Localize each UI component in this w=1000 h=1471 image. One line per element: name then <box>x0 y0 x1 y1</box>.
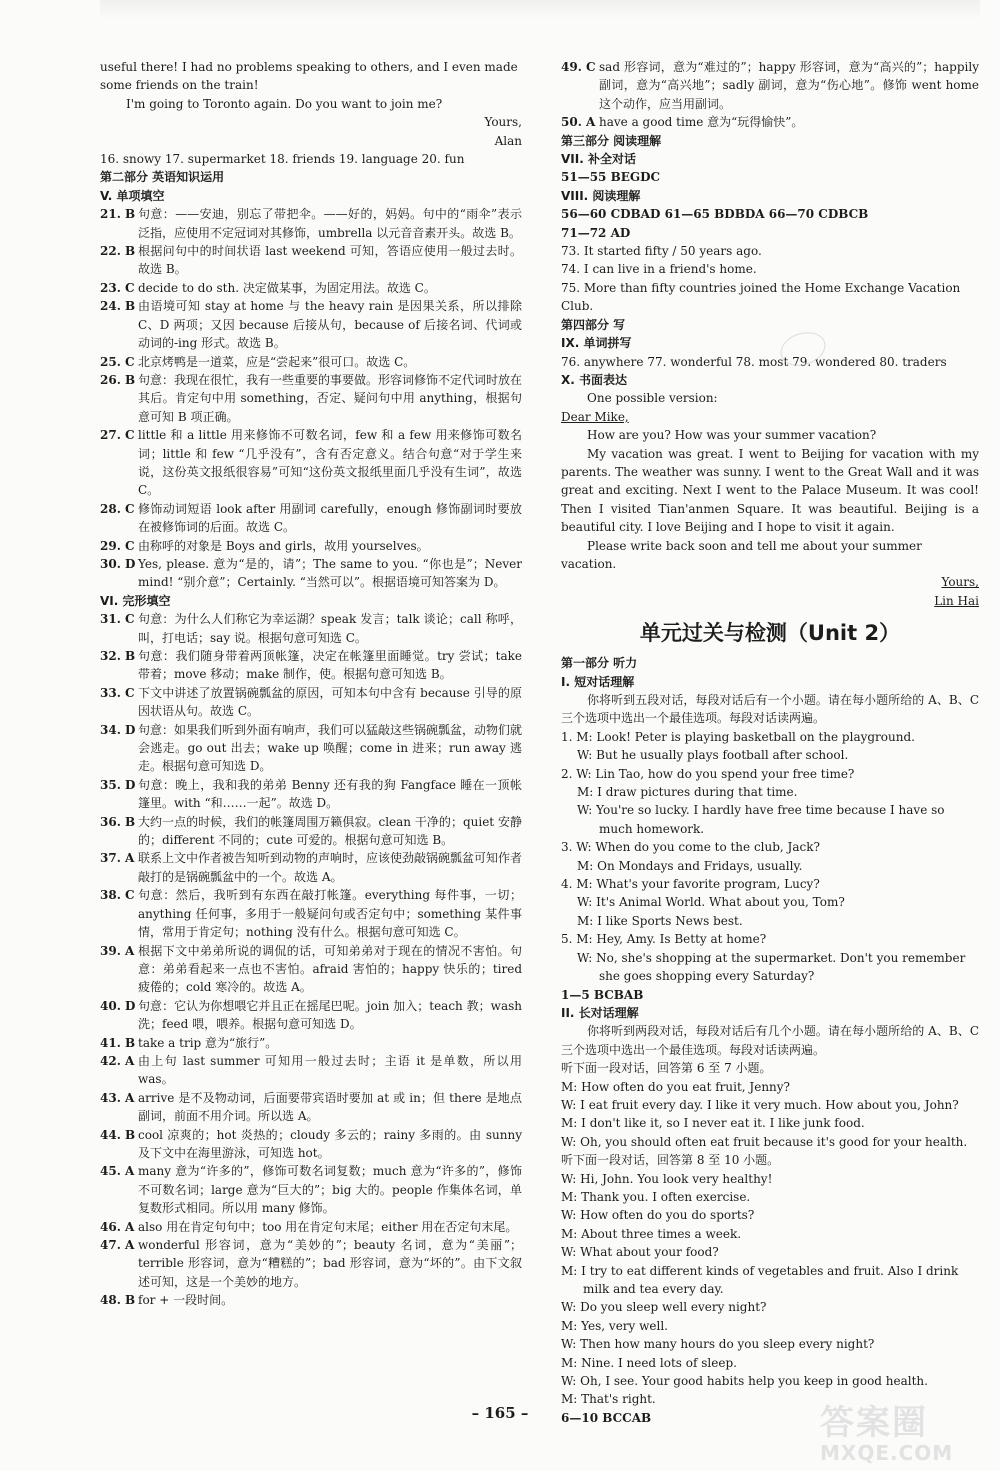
answer-explanation: 句意：它认为你想喂它并且正在摇尾巴呢。join 加入；teach 教；wash 洗；feed 喂，喂养。根据句意可知选 D。 <box>138 998 522 1032</box>
answer-item <box>100 776 522 813</box>
dialog-line: M: I don't like it, so I never eat it. I like junk food. <box>561 1116 865 1131</box>
answer-number: 42. A <box>100 1053 135 1068</box>
answer-key: 6—10 BCCAB <box>561 1410 652 1425</box>
answer-number: 31. C <box>100 612 135 627</box>
answer-explanation: 句意：晚上，我和我的弟弟 Benny 还有我的狗 Fangface 睡在一顶帐篷里。with “和……一起”。故选 D。 <box>138 777 522 811</box>
answer-list-cloze-continued <box>561 58 979 132</box>
dialog-line: W: Then how many hours do you sleep every night? <box>561 1337 875 1352</box>
answer-explanation: 根据下文中弟弟所说的调侃的话，可知弟弟对于现在的情况不害怕。句意：弟弟看起来一点也不害怕。afraid 害怕的；happy 快乐的；tired 疲倦的；cold 寒冷的。故选 A。 <box>138 943 522 995</box>
listening-prompt: 听下面一段对话，回答第 8 至 10 小题。 <box>561 1153 780 1168</box>
section-heading: V. 单项填空 <box>100 188 165 203</box>
dialog-line: W: How often do you do sports? <box>561 1208 755 1223</box>
dialog-line: W: You're so lucky. I hardly have free time because I have so much homework. <box>577 803 945 836</box>
dialog-line: 5. M: Hey, Amy. Is Betty at home? <box>561 932 767 947</box>
dialog-line: M: That's right. <box>561 1392 656 1407</box>
answer-number: 38. C <box>100 888 135 903</box>
short-dialog-list <box>561 728 979 986</box>
dialog-line: 2. W: Lin Tao, how do you spend your free time? <box>561 766 855 781</box>
section-heading: II. 长对话理解 <box>561 1005 639 1020</box>
answer-explanation: 由称呼的对象是 Boys and girls，故用 yourselves。 <box>138 538 429 553</box>
letter-signature: Alan <box>494 133 522 148</box>
essay-signature: Lin Hai <box>934 593 979 608</box>
answer-explanation: 修饰动词短语 look after 用副词 carefully，enough 修饰副词时要放在被修饰词的后面。故选 C。 <box>138 501 522 535</box>
letter-line: useful there! I had no problems speaking to others, and I even made <box>100 60 518 74</box>
answer-item <box>100 555 522 592</box>
long-dialog-2 <box>561 1170 979 1409</box>
essay-paragraph: My vacation was great. I went to Beijing for vacation with my parents. The weather was sunny. I went to the Great Wall and it was great and exciting. Next I went to the Palace Museum. It was cool! Then I visited Tian'anmen Square. It was beautiful. Beijing is a beautiful city. I love Beijing and I hope to visit it again. <box>561 446 979 535</box>
letter-line: I'm going to Toronto again. Do you want to join me? <box>126 96 443 111</box>
answer-number: 37. A <box>100 851 135 866</box>
answer-number: 25. C <box>100 354 135 369</box>
answer-item <box>100 886 522 941</box>
answer-item <box>100 1162 522 1217</box>
answer-explanation: also 用在肯定句句中；too 用在肯定句末尾；either 用在否定句末尾。 <box>138 1219 518 1234</box>
answer-explanation: Yes, please. 意为“是的，请”；The same to you. “你也是”；Never mind! “别介意”；Certainly. “当然可以”。根据语境可知答案为 D。 <box>138 556 522 590</box>
answer-item <box>100 500 522 537</box>
answer-item <box>100 721 522 776</box>
answer-number: 32. B <box>100 649 136 663</box>
answer-number: 50. A <box>561 115 596 130</box>
long-dialog-1 <box>561 1078 979 1152</box>
dialog-line: M: I draw pictures during that time. <box>577 785 798 800</box>
answer-number: 24. B <box>100 299 136 314</box>
dialog-line: 3. W: When do you come to the club, Jack? <box>561 840 820 855</box>
answer-item <box>100 997 522 1034</box>
answer-item <box>100 1034 522 1052</box>
dialog-line: 1. M: Look! Peter is playing basketball on the playground. <box>561 729 915 744</box>
answer-explanation: 句意：如果我们听到外面有响声，我们可以猛敲这些锅碗瓢盆，动物们就会逃走。go out 出去；wake up 唤醒；come in 进来；run away 逃走。根据句意可知选 D。 <box>138 722 523 774</box>
answer-number: 46. A <box>100 1219 135 1234</box>
answer-item <box>100 1236 522 1291</box>
dialog-line: M: Thank you. I often exercise. <box>561 1189 751 1204</box>
section-heading: VIII. 阅读理解 <box>561 188 641 203</box>
right-column <box>561 58 979 1427</box>
answer-item <box>100 1052 522 1089</box>
part-heading: 第四部分 写 <box>561 317 626 332</box>
left-column <box>100 58 522 1310</box>
instruction: 你将听到两段对话，每段对话后有几个小题。请在每小题所给的 A、B、C 三个选项中选出一个最佳选项。每段对话读两遍。 <box>561 1024 979 1057</box>
answer-explanation: cool 凉爽的；hot 炎热的；cloudy 多云的；rainy 多雨的。由 sunny 及下文中在海里游泳，可知选 hot。 <box>138 1127 522 1160</box>
essay-paragraph: Please write back soon and tell me about your summer vacation. <box>561 538 922 571</box>
answer-number: 48. B <box>100 1293 136 1308</box>
unit-title: 单元过关与检测（Unit 2） <box>639 621 901 646</box>
dialog-line: M: About three times a week. <box>561 1226 742 1241</box>
answer-number: 44. B <box>100 1127 136 1142</box>
answer-explanation: 句意：为什么人们称它为幸运湖？speak 发言；talk 谈论；call 称呼，叫，打电话；say 说。根据句意可知选 C。 <box>138 612 522 645</box>
answer-explanation: 句意：我们随身带着两顶帐篷，决定在帐篷里面睡觉。try 尝试；take 带着；move 移动；make 制作，使。根据句意可知选 B。 <box>138 649 522 682</box>
dialog-line: W: Hi, John. You look very healthy! <box>561 1171 773 1186</box>
answer-list-cloze <box>100 610 522 1309</box>
answer-explanation: 句意：我现在很忙，我有一些重要的事要做。形容词修饰不定代词时放在其后。肯定句中用 something，否定、疑问句中用 anything，根据句意可知 B 项正确。 <box>138 372 523 424</box>
section-heading: VII. 补全对话 <box>561 152 636 167</box>
answer-explanation: 句意：——安迪，别忘了带把伞。——好的，妈妈。句中的“雨伞”表示泛指，应使用不定冠词对其修饰，umbrella 以元音音素开头。故选 B。 <box>138 207 522 240</box>
answer-item <box>100 371 522 426</box>
answer-item <box>100 813 522 850</box>
answer-explanation: sad 形容词，意为“难过的”；happy 形容词，意为“高兴的”；happily 副词，意为“高兴地”；sadly 副词，意为“伤心地”。修饰 went home 这个动作，应当用副词。 <box>599 60 979 111</box>
answer-line: 73. It started fifty / 50 years ago. <box>561 244 762 259</box>
answer-explanation: wonderful 形容词，意为“美妙的”；beauty 名词，意为“美丽”；terrible 形容词，意为“糟糕的”；bad 形容词，意为“坏的”。由下文叙述可知，这是一个美妙的地方。 <box>138 1238 522 1289</box>
answer-number: 30. D <box>100 556 136 571</box>
answer-key: 1—5 BCBAB <box>561 987 644 1002</box>
answer-number: 41. B <box>100 1035 136 1050</box>
dialog-line: M: On Mondays and Fridays, usually. <box>577 858 803 873</box>
dialog-line: W: No, she's shopping at the supermarket. Don't you remember she goes shopping every Saturday? <box>577 950 966 984</box>
dialog-line: M: Nine. I need lots of sleep. <box>561 1355 737 1370</box>
answer-explanation: many 意为“许多的”，修饰可数名词复数；much 意为“许多的”，修饰不可数名词；large 意为“巨大的”；big 大的。people 作集体名词，单复数形式相同。所以用 many 修饰。 <box>138 1164 522 1216</box>
answer-number: 35. D <box>100 777 136 792</box>
answer-number: 21. B <box>100 207 136 222</box>
essay-closing: Yours, <box>941 575 979 590</box>
dialog-line: 4. M: What's your favorite program, Lucy? <box>561 877 820 892</box>
answer-line: 76. anywhere 77. wonderful 78. most 79. wondered 80. traders <box>561 354 947 369</box>
answer-item <box>100 610 522 647</box>
answer-item <box>100 1089 522 1126</box>
answer-key: 51—55 BEGDC <box>561 170 661 185</box>
answer-number: 27. C <box>100 428 135 443</box>
answer-item <box>100 942 522 997</box>
answer-explanation: have a good time 意为“玩得愉快”。 <box>599 115 804 130</box>
section-heading: X. 书面表达 <box>561 372 627 387</box>
answer-item <box>100 537 522 555</box>
answer-item <box>100 297 522 352</box>
answer-number: 33. C <box>100 685 135 700</box>
part-heading: 第三部分 阅读理解 <box>561 133 662 148</box>
answer-item <box>100 684 522 721</box>
answer-item <box>100 1218 522 1236</box>
section-heading: I. 短对话理解 <box>561 674 635 689</box>
answer-number: 29. C <box>100 538 135 553</box>
answer-item <box>100 1126 522 1163</box>
letter-line: some friends on the train! <box>100 78 259 93</box>
listening-prompt: 听下面一段对话，回答第 6 至 7 小题。 <box>561 1061 772 1076</box>
answer-explanation: take a trip 意为“旅行”。 <box>138 1035 278 1050</box>
section-heading: IX. 单词拼写 <box>561 336 632 351</box>
letter-closing: Yours, <box>484 115 522 130</box>
dialog-line: W: Do you sleep well every night? <box>561 1300 767 1315</box>
answer-item <box>100 279 522 297</box>
answer-line: 75. More than fifty countries joined the Home Exchange Vacation Club. <box>561 280 961 314</box>
answer-explanation: 根据问句中的时间状语 last weekend 可知，答语应使用一般过去时。故选 B。 <box>138 244 522 277</box>
answer-item <box>100 353 522 371</box>
watermark-text: 答案圈 <box>820 1403 928 1443</box>
answer-explanation: 句意：然后，我听到有东西在敲打帐篷。everything 每件事，一切；anything 任何事，多用于一般疑问句或否定句中；something 某件事情，常用于肯定句；nothing 没有什么。根据句意可知选 C。 <box>138 888 522 940</box>
answer-item <box>561 113 979 131</box>
answer-item <box>100 1291 522 1309</box>
answer-number: 28. C <box>100 501 135 516</box>
answer-item <box>100 849 522 886</box>
watermark-url: MXQE.COM <box>820 1441 954 1465</box>
answer-line: 74. I can live in a friend's home. <box>561 262 757 277</box>
answer-item <box>100 205 522 242</box>
dialog-line: W: Oh, I see. Your good habits help you keep in good health. <box>561 1374 928 1389</box>
answer-item <box>561 58 979 113</box>
answer-explanation: 联系上文中作者被告知听到动物的声响时，应该使劲敲锅碗瓢盆可知作者敲打的是锅碗瓢盆中的一个。故选 A。 <box>138 851 523 884</box>
answer-explanation: little 和 a little 用来修饰不可数名词，few 和 a few 用来修饰可数名词；little 和 few “几乎没有”，含有否定意义。结合句意“对于学生来说，这份英文报纸很容易”可知“这份英文报纸里面几乎没有生词”，故选 C。 <box>138 428 522 498</box>
page-top-shadow <box>100 0 980 20</box>
answer-item <box>100 242 522 279</box>
dialog-line: W: I eat fruit every day. I like it very much. How about you, John? <box>561 1097 959 1112</box>
dialog-line: W: Oh, you should often eat fruit because it's good for your health. <box>561 1134 968 1149</box>
essay-greeting: Dear Mike, <box>561 409 629 424</box>
answer-explanation: for + 一段时间。 <box>138 1293 234 1308</box>
dialog-line: W: It's Animal World. What about you, Tom? <box>577 895 845 910</box>
answer-number: 26. B <box>100 372 136 387</box>
dialog-line: M: I try to eat different kinds of vegetables and fruit. Also I drink milk and tea every day. <box>561 1263 959 1296</box>
answer-number: 23. C <box>100 280 135 295</box>
answer-number: 45. A <box>100 1164 135 1179</box>
dialog-line: W: But he usually plays football after school. <box>577 748 849 763</box>
essay-intro: One possible version: <box>587 391 718 406</box>
answer-number: 36. B <box>100 814 136 829</box>
part-heading: 第一部分 听力 <box>561 656 638 671</box>
answer-explanation: 大约一点的时候，我们的帐篷周围万籁俱寂。clean 干净的；quiet 安静的；different 不同的；cute 可爱的。根据句意可知选 B。 <box>138 814 522 848</box>
page-number: – 165 – <box>471 1404 529 1422</box>
dialog-line: M: I like Sports News best. <box>577 913 743 928</box>
answer-key: 71—72 AD <box>561 225 631 240</box>
dialog-line: M: Yes, very well. <box>561 1318 668 1333</box>
dialog-line: M: How often do you eat fruit, Jenny? <box>561 1079 790 1094</box>
answer-number: 40. D <box>100 998 136 1013</box>
answer-number: 43. A <box>100 1090 135 1105</box>
answer-explanation: arrive 是不及物动词，后面要带宾语时要加 at 或 in；但 there 是地点副词，前面不用介词。所以选 A。 <box>138 1090 522 1124</box>
answer-key: 56—60 CDBAD 61—65 BDBDA 66—70 CDBCB <box>561 207 869 222</box>
watermark-logo <box>820 1404 990 1464</box>
answer-number: 22. B <box>100 244 136 259</box>
answer-explanation: decide to do sth. 决定做某事，为固定用法。故选 C。 <box>138 280 436 295</box>
answer-number: 34. D <box>100 722 136 737</box>
instruction: 你将听到五段对话，每段对话后有一个小题。请在每小题所给的 A、B、C 三个选项中选出一个最佳选项。每段对话读两遍。 <box>561 693 979 726</box>
answer-number: 49. C <box>561 60 596 74</box>
answer-number: 47. A <box>100 1238 135 1252</box>
answer-explanation: 下文中讲述了放置锅碗瓢盆的原因，可知本句中含有 because 引导的原因状语从句。故选 C。 <box>138 685 522 719</box>
part-heading: 第二部分 英语知识运用 <box>100 170 225 185</box>
answer-item <box>100 647 522 684</box>
answer-item <box>100 426 522 500</box>
answer-number: 39. A <box>100 943 135 958</box>
dialog-line: W: What about your food? <box>561 1245 719 1260</box>
answer-explanation: 由语境可知 stay at home 与 the heavy rain 是因果关系，所以排除 C、D 两项；又因 because 后接从句，because of 后接名词、代词或动词的-ing 形式。故选 B。 <box>138 299 522 351</box>
answer-line-16-20: 16. snowy 17. supermarket 18. friends 19. language 20. fun <box>100 152 465 167</box>
section-heading: VI. 完形填空 <box>100 593 171 608</box>
answer-list-single-choice <box>100 205 522 592</box>
answer-explanation: 北京烤鸭是一道菜，应是“尝起来”很可口。故选 C。 <box>138 354 416 369</box>
answer-explanation: 由上句 last summer 可知用一般过去时；主语 it 是单数，所以用 was。 <box>138 1053 522 1087</box>
essay-paragraph: How are you? How was your summer vacation? <box>587 428 877 443</box>
